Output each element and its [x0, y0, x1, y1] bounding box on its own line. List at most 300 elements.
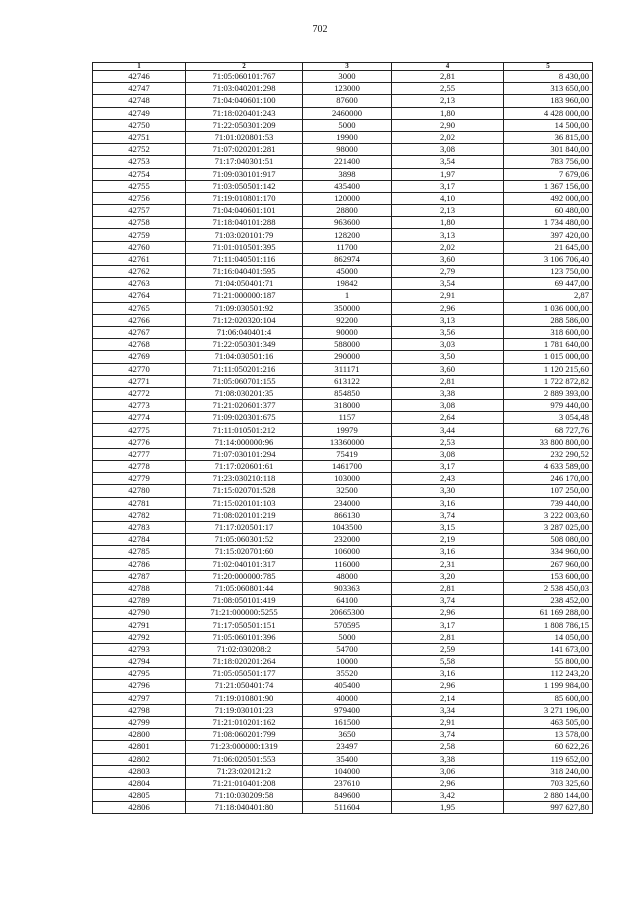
cadastral-number-cell: 71:03:050501:142 [186, 180, 303, 192]
table-row [93, 448, 593, 460]
cadastral-number-cell: 71:06:040401:4 [186, 326, 303, 338]
row-number-cell: 42764 [93, 290, 186, 302]
cadastral-number-cell: 71:11:010501:212 [186, 424, 303, 436]
cadastral-number-cell: 71:17:050501:151 [186, 619, 303, 631]
cadastral-value-cell: 1 722 872,82 [504, 375, 593, 387]
cadastral-value-cell: 1 199 984,00 [504, 680, 593, 692]
table-row [93, 595, 593, 607]
table-row [93, 521, 593, 533]
row-number-cell: 42799 [93, 716, 186, 728]
table-row [93, 692, 593, 704]
cadastral-value-cell: 4 633 589,00 [504, 461, 593, 473]
cadastral-value-cell: 2 538 450,03 [504, 582, 593, 594]
row-number-cell: 42771 [93, 375, 186, 387]
area-cell: 1157 [303, 412, 392, 424]
table-row [93, 631, 593, 643]
cadastral-number-cell: 71:20:000000:785 [186, 570, 303, 582]
area-cell: 87600 [303, 95, 392, 107]
specific-value-cell: 3,38 [392, 387, 504, 399]
row-number-cell: 42758 [93, 217, 186, 229]
row-number-cell: 42802 [93, 753, 186, 765]
cadastral-value-cell: 60 480,00 [504, 205, 593, 217]
cadastral-value-cell: 1 015 000,00 [504, 351, 593, 363]
table-row [93, 229, 593, 241]
specific-value-cell: 3,50 [392, 351, 504, 363]
row-number-cell: 42768 [93, 339, 186, 351]
row-number-cell: 42760 [93, 241, 186, 253]
row-number-cell: 42773 [93, 400, 186, 412]
row-number-cell: 42797 [93, 692, 186, 704]
specific-value-cell: 2,43 [392, 473, 504, 485]
cadastral-number-cell: 71:08:050101:419 [186, 595, 303, 607]
area-cell: 963600 [303, 217, 392, 229]
table-row [93, 668, 593, 680]
row-number-cell: 42782 [93, 509, 186, 521]
row-number-cell: 42800 [93, 729, 186, 741]
cadastral-value-cell: 238 452,00 [504, 595, 593, 607]
specific-value-cell: 3,54 [392, 278, 504, 290]
cadastral-value-cell: 1 808 786,15 [504, 619, 593, 631]
row-number-cell: 42770 [93, 363, 186, 375]
table-row [93, 570, 593, 582]
specific-value-cell: 3,60 [392, 363, 504, 375]
cadastral-number-cell: 71:15:020701:528 [186, 485, 303, 497]
specific-value-cell: 2,96 [392, 607, 504, 619]
table-row [93, 790, 593, 802]
table-row [93, 290, 593, 302]
area-cell: 128200 [303, 229, 392, 241]
table-row [93, 704, 593, 716]
cadastral-number-cell: 71:05:060801:44 [186, 582, 303, 594]
cadastral-number-cell: 71:17:020501:17 [186, 521, 303, 533]
cadastral-number-cell: 71:12:020320:104 [186, 314, 303, 326]
specific-value-cell: 3,20 [392, 570, 504, 582]
column-header-3: 3 [303, 63, 392, 71]
table-row [93, 546, 593, 558]
table-row [93, 765, 593, 777]
row-number-cell: 42798 [93, 704, 186, 716]
cadastral-value-cell: 1 734 480,00 [504, 217, 593, 229]
table-row [93, 412, 593, 424]
area-cell: 45000 [303, 266, 392, 278]
cadastral-value-cell: 997 627,80 [504, 802, 593, 814]
area-cell: 1043500 [303, 521, 392, 533]
table-row [93, 253, 593, 265]
specific-value-cell: 3,60 [392, 253, 504, 265]
cadastral-value-cell: 141 673,00 [504, 643, 593, 655]
area-cell: 20665300 [303, 607, 392, 619]
cadastral-value-cell: 119 652,00 [504, 753, 593, 765]
table-row [93, 716, 593, 728]
specific-value-cell: 2,91 [392, 290, 504, 302]
table-row [93, 192, 593, 204]
area-cell: 98000 [303, 144, 392, 156]
cadastral-value-cell: 60 622,26 [504, 741, 593, 753]
cadastral-value-cell: 69 447,00 [504, 278, 593, 290]
row-number-cell: 42793 [93, 643, 186, 655]
table-row [93, 387, 593, 399]
specific-value-cell: 2,59 [392, 643, 504, 655]
cadastral-number-cell: 71:07:030101:294 [186, 448, 303, 460]
row-number-cell: 42776 [93, 436, 186, 448]
area-cell: 35400 [303, 753, 392, 765]
area-cell: 64100 [303, 595, 392, 607]
specific-value-cell: 3,15 [392, 521, 504, 533]
row-number-cell: 42784 [93, 534, 186, 546]
cadastral-number-cell: 71:04:050401:71 [186, 278, 303, 290]
cadastral-value-cell: 313 650,00 [504, 83, 593, 95]
specific-value-cell: 1,80 [392, 107, 504, 119]
cadastral-number-cell: 71:02:040101:317 [186, 558, 303, 570]
cadastral-number-cell: 71:18:040101:288 [186, 217, 303, 229]
cadastral-number-cell: 71:21:000000:5255 [186, 607, 303, 619]
row-number-cell: 42791 [93, 619, 186, 631]
specific-value-cell: 3,17 [392, 619, 504, 631]
cadastral-value-cell: 3 287 025,00 [504, 521, 593, 533]
cadastral-value-cell: 703 325,60 [504, 777, 593, 789]
specific-value-cell: 2,19 [392, 534, 504, 546]
cadastral-number-cell: 71:04:030501:16 [186, 351, 303, 363]
row-number-cell: 42765 [93, 302, 186, 314]
table-row [93, 205, 593, 217]
cadastral-value-cell: 2,87 [504, 290, 593, 302]
cadastral-number-cell: 71:19:010801:170 [186, 192, 303, 204]
cadastral-number-cell: 71:05:050501:177 [186, 668, 303, 680]
cadastral-value-cell: 463 505,00 [504, 716, 593, 728]
area-cell: 613122 [303, 375, 392, 387]
cadastral-number-cell: 71:06:020501:553 [186, 753, 303, 765]
row-number-cell: 42759 [93, 229, 186, 241]
area-cell: 234000 [303, 497, 392, 509]
table-row [93, 497, 593, 509]
specific-value-cell: 2,81 [392, 71, 504, 83]
specific-value-cell: 2,55 [392, 83, 504, 95]
area-cell: 435400 [303, 180, 392, 192]
specific-value-cell: 2,81 [392, 631, 504, 643]
cadastral-number-cell: 71:21:020601:377 [186, 400, 303, 412]
cadastral-value-cell: 246 170,00 [504, 473, 593, 485]
cadastral-value-cell: 492 000,00 [504, 192, 593, 204]
area-cell: 3898 [303, 168, 392, 180]
area-cell: 116000 [303, 558, 392, 570]
row-number-cell: 42762 [93, 266, 186, 278]
row-number-cell: 42756 [93, 192, 186, 204]
cadastral-value-cell: 318 600,00 [504, 326, 593, 338]
specific-value-cell: 3,06 [392, 765, 504, 777]
cadastral-value-cell: 288 586,00 [504, 314, 593, 326]
specific-value-cell: 2,53 [392, 436, 504, 448]
cadastral-value-cell: 3 222 003,60 [504, 509, 593, 521]
cadastral-value-cell: 2 880 144,00 [504, 790, 593, 802]
table-row [93, 241, 593, 253]
area-cell: 3650 [303, 729, 392, 741]
cadastral-value-cell: 36 815,00 [504, 131, 593, 143]
table-row [93, 741, 593, 753]
cadastral-value-cell: 183 960,00 [504, 95, 593, 107]
row-number-cell: 42801 [93, 741, 186, 753]
cadastral-value-cell: 334 960,00 [504, 546, 593, 558]
cadastral-number-cell: 71:09:030501:92 [186, 302, 303, 314]
row-number-cell: 42761 [93, 253, 186, 265]
cadastral-number-cell: 71:11:040501:116 [186, 253, 303, 265]
area-cell: 40000 [303, 692, 392, 704]
specific-value-cell: 2,02 [392, 131, 504, 143]
table-row [93, 131, 593, 143]
cadastral-value-cell: 21 645,00 [504, 241, 593, 253]
area-cell: 511604 [303, 802, 392, 814]
table-row [93, 83, 593, 95]
specific-value-cell: 2,13 [392, 95, 504, 107]
table-row [93, 266, 593, 278]
cadastral-number-cell: 71:11:050201:216 [186, 363, 303, 375]
specific-value-cell: 3,16 [392, 497, 504, 509]
cadastral-value-cell: 153 600,00 [504, 570, 593, 582]
table-row [93, 351, 593, 363]
row-number-cell: 42766 [93, 314, 186, 326]
cadastral-value-cell: 267 960,00 [504, 558, 593, 570]
cadastral-number-cell: 71:04:040601:100 [186, 95, 303, 107]
table-row [93, 302, 593, 314]
cadastral-value-cell: 14 500,00 [504, 119, 593, 131]
cadastral-value-cell: 1 781 640,00 [504, 339, 593, 351]
table-row [93, 363, 593, 375]
cadastral-value-cell: 739 440,00 [504, 497, 593, 509]
table-row [93, 180, 593, 192]
cadastral-value-cell: 301 840,00 [504, 144, 593, 156]
area-cell: 11700 [303, 241, 392, 253]
table-row [93, 534, 593, 546]
cadastral-number-cell: 71:05:060101:767 [186, 71, 303, 83]
cadastral-value-cell: 85 600,00 [504, 692, 593, 704]
cadastral-number-cell: 71:03:040201:298 [186, 83, 303, 95]
area-cell: 5000 [303, 631, 392, 643]
cadastral-value-cell: 4 428 000,00 [504, 107, 593, 119]
table-row [93, 680, 593, 692]
specific-value-cell: 3,13 [392, 229, 504, 241]
specific-value-cell: 3,30 [392, 485, 504, 497]
area-cell: 588000 [303, 339, 392, 351]
cadastral-number-cell: 71:15:020101:103 [186, 497, 303, 509]
table-row [93, 168, 593, 180]
cadastral-number-cell: 71:08:020101:219 [186, 509, 303, 521]
table-row [93, 107, 593, 119]
table-row [93, 619, 593, 631]
table-row [93, 326, 593, 338]
specific-value-cell: 3,17 [392, 180, 504, 192]
cadastral-value-cell: 33 800 800,00 [504, 436, 593, 448]
area-cell: 232000 [303, 534, 392, 546]
specific-value-cell: 3,74 [392, 729, 504, 741]
specific-value-cell: 3,54 [392, 156, 504, 168]
cadastral-number-cell: 71:15:020701:60 [186, 546, 303, 558]
cadastral-number-cell: 71:08:030201:35 [186, 387, 303, 399]
table-row [93, 71, 593, 83]
row-number-cell: 42769 [93, 351, 186, 363]
area-cell: 405400 [303, 680, 392, 692]
row-number-cell: 42778 [93, 461, 186, 473]
area-cell: 10000 [303, 656, 392, 668]
cadastral-number-cell: 71:18:020201:264 [186, 656, 303, 668]
cadastral-number-cell: 71:02:030208:2 [186, 643, 303, 655]
area-cell: 90000 [303, 326, 392, 338]
row-number-cell: 42775 [93, 424, 186, 436]
table-row [93, 144, 593, 156]
row-number-cell: 42787 [93, 570, 186, 582]
row-number-cell: 42794 [93, 656, 186, 668]
area-cell: 1 [303, 290, 392, 302]
cadastral-number-cell: 71:05:060701:155 [186, 375, 303, 387]
cadastral-number-cell: 71:21:010401:208 [186, 777, 303, 789]
area-cell: 290000 [303, 351, 392, 363]
cadastral-value-cell: 61 169 288,00 [504, 607, 593, 619]
row-number-cell: 42772 [93, 387, 186, 399]
area-cell: 849600 [303, 790, 392, 802]
cadastral-value-cell: 14 050,00 [504, 631, 593, 643]
table-row [93, 802, 593, 814]
specific-value-cell: 2,31 [392, 558, 504, 570]
table-row [93, 607, 593, 619]
cadastral-value-cell: 112 243,20 [504, 668, 593, 680]
cadastral-value-cell: 1 120 215,60 [504, 363, 593, 375]
row-number-cell: 42795 [93, 668, 186, 680]
column-header-4: 4 [392, 63, 504, 71]
specific-value-cell: 3,56 [392, 326, 504, 338]
specific-value-cell: 4,10 [392, 192, 504, 204]
area-cell: 570595 [303, 619, 392, 631]
row-number-cell: 42788 [93, 582, 186, 594]
area-cell: 2460000 [303, 107, 392, 119]
cadastral-number-cell: 71:07:020201:281 [186, 144, 303, 156]
specific-value-cell: 2,81 [392, 582, 504, 594]
area-cell: 19979 [303, 424, 392, 436]
row-number-cell: 42789 [93, 595, 186, 607]
specific-value-cell: 2,96 [392, 302, 504, 314]
area-cell: 221400 [303, 156, 392, 168]
specific-value-cell: 3,08 [392, 448, 504, 460]
row-number-cell: 42785 [93, 546, 186, 558]
cadastral-value-cell: 1 367 156,00 [504, 180, 593, 192]
specific-value-cell: 2,79 [392, 266, 504, 278]
table-row [93, 461, 593, 473]
cadastral-value-cell: 7 679,06 [504, 168, 593, 180]
specific-value-cell: 2,91 [392, 716, 504, 728]
table-row [93, 400, 593, 412]
specific-value-cell: 3,16 [392, 668, 504, 680]
cadastral-number-cell: 71:23:020121:2 [186, 765, 303, 777]
area-cell: 19900 [303, 131, 392, 143]
area-cell: 75419 [303, 448, 392, 460]
cadastral-number-cell: 71:19:010801:90 [186, 692, 303, 704]
cadastral-number-cell: 71:01:020801:53 [186, 131, 303, 143]
row-number-cell: 42746 [93, 71, 186, 83]
specific-value-cell: 2,64 [392, 412, 504, 424]
area-cell: 28800 [303, 205, 392, 217]
specific-value-cell: 3,03 [392, 339, 504, 351]
row-number-cell: 42750 [93, 119, 186, 131]
row-number-cell: 42805 [93, 790, 186, 802]
table-row [93, 729, 593, 741]
specific-value-cell: 2,96 [392, 680, 504, 692]
cadastral-value-cell: 2 889 393,00 [504, 387, 593, 399]
area-cell: 3000 [303, 71, 392, 83]
specific-value-cell: 1,97 [392, 168, 504, 180]
cadastral-value-cell: 783 756,00 [504, 156, 593, 168]
row-number-cell: 42781 [93, 497, 186, 509]
specific-value-cell: 2,90 [392, 119, 504, 131]
specific-value-cell: 2,14 [392, 692, 504, 704]
table-row [93, 119, 593, 131]
cadastral-number-cell: 71:23:000000:1319 [186, 741, 303, 753]
area-cell: 23497 [303, 741, 392, 753]
area-cell: 866130 [303, 509, 392, 521]
cadastral-value-cell: 508 080,00 [504, 534, 593, 546]
cadastral-value-cell: 123 750,00 [504, 266, 593, 278]
table-row [93, 753, 593, 765]
column-header-2: 2 [186, 63, 303, 71]
area-cell: 104000 [303, 765, 392, 777]
row-number-cell: 42780 [93, 485, 186, 497]
cadastral-number-cell: 71:17:040301:51 [186, 156, 303, 168]
area-cell: 862974 [303, 253, 392, 265]
cadastral-value-cell: 3 054,48 [504, 412, 593, 424]
specific-value-cell: 5,58 [392, 656, 504, 668]
cadastral-number-cell: 71:10:030209:58 [186, 790, 303, 802]
area-cell: 106000 [303, 546, 392, 558]
table-row [93, 339, 593, 351]
specific-value-cell: 2,13 [392, 205, 504, 217]
table-row [93, 278, 593, 290]
cadastral-number-cell: 71:16:040401:595 [186, 266, 303, 278]
row-number-cell: 42786 [93, 558, 186, 570]
row-number-cell: 42806 [93, 802, 186, 814]
specific-value-cell: 3,13 [392, 314, 504, 326]
cadastral-number-cell: 71:17:020601:61 [186, 461, 303, 473]
cadastral-number-cell: 71:04:040601:101 [186, 205, 303, 217]
cadastral-number-cell: 71:03:020101:79 [186, 229, 303, 241]
table-row [93, 314, 593, 326]
table-row [93, 485, 593, 497]
cadastral-number-cell: 71:18:020401:243 [186, 107, 303, 119]
table-row [93, 156, 593, 168]
specific-value-cell: 3,08 [392, 400, 504, 412]
cadastral-value-cell: 55 800,00 [504, 656, 593, 668]
specific-value-cell: 1,95 [392, 802, 504, 814]
area-cell: 13360000 [303, 436, 392, 448]
area-cell: 5000 [303, 119, 392, 131]
specific-value-cell: 3,42 [392, 790, 504, 802]
specific-value-cell: 1,80 [392, 217, 504, 229]
area-cell: 854850 [303, 387, 392, 399]
row-number-cell: 42774 [93, 412, 186, 424]
cadastral-number-cell: 71:18:040401:80 [186, 802, 303, 814]
row-number-cell: 42747 [93, 83, 186, 95]
row-number-cell: 42754 [93, 168, 186, 180]
row-number-cell: 42777 [93, 448, 186, 460]
cadastral-value-cell: 232 290,52 [504, 448, 593, 460]
row-number-cell: 42757 [93, 205, 186, 217]
cadastral-number-cell: 71:05:060101:396 [186, 631, 303, 643]
area-cell: 237610 [303, 777, 392, 789]
cadastral-number-cell: 71:21:050401:74 [186, 680, 303, 692]
specific-value-cell: 3,16 [392, 546, 504, 558]
cadastral-number-cell: 71:22:050301:349 [186, 339, 303, 351]
table-row [93, 509, 593, 521]
row-number-cell: 42755 [93, 180, 186, 192]
cadastral-value-cell: 1 036 000,00 [504, 302, 593, 314]
area-cell: 103000 [303, 473, 392, 485]
table-row [93, 217, 593, 229]
cadastral-number-cell: 71:09:020301:675 [186, 412, 303, 424]
